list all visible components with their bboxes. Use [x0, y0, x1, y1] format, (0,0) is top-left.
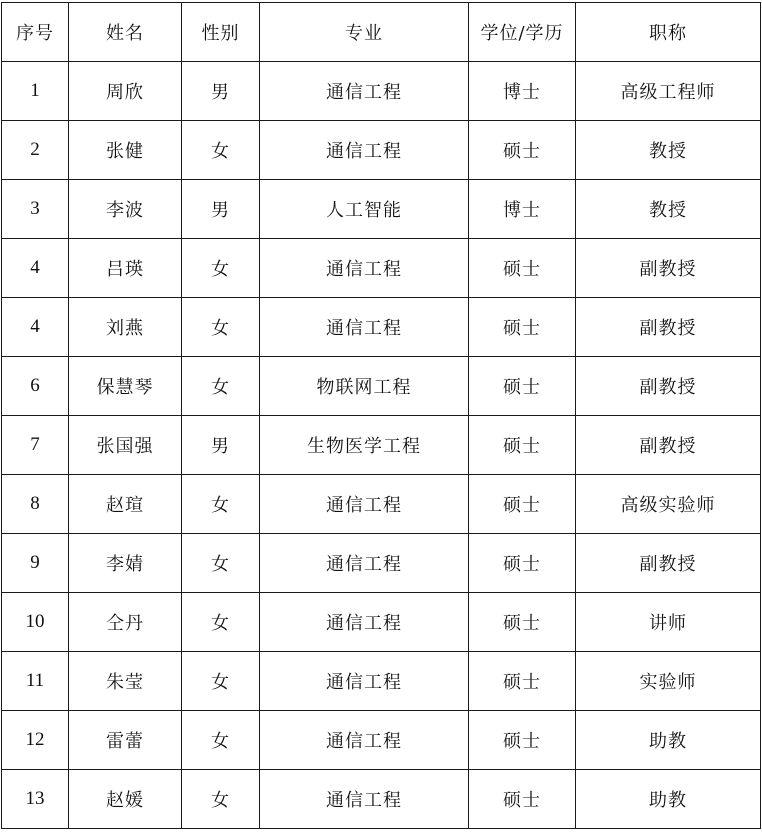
table-body: [2, 62, 761, 829]
cell-title: 讲师: [576, 593, 761, 652]
cell-degree: 硕士: [469, 475, 576, 534]
cell-major: 通信工程: [260, 121, 469, 180]
cell-title: 副教授: [576, 357, 761, 416]
cell-major: 通信工程: [260, 298, 469, 357]
table-row: [2, 239, 761, 298]
header-major: 专业: [260, 3, 469, 62]
cell-index: 7: [2, 416, 69, 475]
cell-gender: 女: [182, 357, 260, 416]
cell-name: 周欣: [69, 62, 182, 121]
cell-degree: 硕士: [469, 239, 576, 298]
staff-table: [1, 2, 761, 829]
cell-title: 副教授: [576, 239, 761, 298]
cell-index: 3: [2, 180, 69, 239]
cell-major: 通信工程: [260, 593, 469, 652]
cell-name: 赵媛: [69, 770, 182, 829]
cell-title: 副教授: [576, 416, 761, 475]
table-row: [2, 593, 761, 652]
cell-gender: 女: [182, 593, 260, 652]
cell-gender: 男: [182, 62, 260, 121]
cell-name: 赵瑄: [69, 475, 182, 534]
cell-degree: 硕士: [469, 357, 576, 416]
cell-major: 通信工程: [260, 770, 469, 829]
cell-degree: 博士: [469, 62, 576, 121]
cell-name: 张健: [69, 121, 182, 180]
table-row: [2, 121, 761, 180]
cell-degree: 硕士: [469, 534, 576, 593]
cell-index: 8: [2, 475, 69, 534]
cell-major: 通信工程: [260, 652, 469, 711]
cell-title: 高级实验师: [576, 475, 761, 534]
cell-name: 保慧琴: [69, 357, 182, 416]
cell-gender: 女: [182, 239, 260, 298]
cell-index: 2: [2, 121, 69, 180]
cell-title: 副教授: [576, 534, 761, 593]
cell-gender: 女: [182, 652, 260, 711]
cell-gender: 女: [182, 770, 260, 829]
table-row: [2, 298, 761, 357]
table-row: [2, 416, 761, 475]
table-row: [2, 534, 761, 593]
table-row: [2, 62, 761, 121]
cell-index: 13: [2, 770, 69, 829]
cell-degree: 硕士: [469, 416, 576, 475]
cell-title: 副教授: [576, 298, 761, 357]
cell-gender: 女: [182, 475, 260, 534]
cell-index: 12: [2, 711, 69, 770]
cell-gender: 女: [182, 711, 260, 770]
header-title: 职称: [576, 3, 761, 62]
cell-degree: 硕士: [469, 711, 576, 770]
cell-gender: 女: [182, 534, 260, 593]
cell-title: 实验师: [576, 652, 761, 711]
cell-gender: 男: [182, 180, 260, 239]
cell-degree: 硕士: [469, 298, 576, 357]
cell-title: 助教: [576, 711, 761, 770]
cell-major: 通信工程: [260, 239, 469, 298]
header-gender: 性别: [182, 3, 260, 62]
table-row: [2, 652, 761, 711]
table-header: [2, 3, 761, 62]
cell-major: 物联网工程: [260, 357, 469, 416]
cell-name: 刘燕: [69, 298, 182, 357]
cell-name: 朱莹: [69, 652, 182, 711]
cell-index: 4: [2, 298, 69, 357]
cell-name: 仝丹: [69, 593, 182, 652]
cell-major: 生物医学工程: [260, 416, 469, 475]
cell-title: 高级工程师: [576, 62, 761, 121]
cell-major: 通信工程: [260, 62, 469, 121]
cell-name: 雷蕾: [69, 711, 182, 770]
cell-gender: 女: [182, 121, 260, 180]
table-row: [2, 180, 761, 239]
cell-major: 通信工程: [260, 475, 469, 534]
cell-major: 人工智能: [260, 180, 469, 239]
table-row: [2, 711, 761, 770]
cell-gender: 男: [182, 416, 260, 475]
header-row: [2, 3, 761, 62]
cell-title: 教授: [576, 180, 761, 239]
cell-index: 6: [2, 357, 69, 416]
cell-name: 李波: [69, 180, 182, 239]
table-row: [2, 357, 761, 416]
header-degree: 学位/学历: [469, 3, 576, 62]
table-row: [2, 475, 761, 534]
cell-gender: 女: [182, 298, 260, 357]
header-index: 序号: [2, 3, 69, 62]
cell-index: 1: [2, 62, 69, 121]
cell-index: 9: [2, 534, 69, 593]
cell-degree: 硕士: [469, 121, 576, 180]
cell-major: 通信工程: [260, 711, 469, 770]
cell-index: 10: [2, 593, 69, 652]
cell-name: 李婧: [69, 534, 182, 593]
cell-index: 11: [2, 652, 69, 711]
cell-name: 张国强: [69, 416, 182, 475]
cell-degree: 硕士: [469, 652, 576, 711]
cell-title: 助教: [576, 770, 761, 829]
cell-degree: 博士: [469, 180, 576, 239]
table-row: [2, 770, 761, 829]
cell-major: 通信工程: [260, 534, 469, 593]
cell-name: 吕瑛: [69, 239, 182, 298]
header-name: 姓名: [69, 3, 182, 62]
cell-degree: 硕士: [469, 770, 576, 829]
cell-degree: 硕士: [469, 593, 576, 652]
cell-index: 4: [2, 239, 69, 298]
cell-title: 教授: [576, 121, 761, 180]
